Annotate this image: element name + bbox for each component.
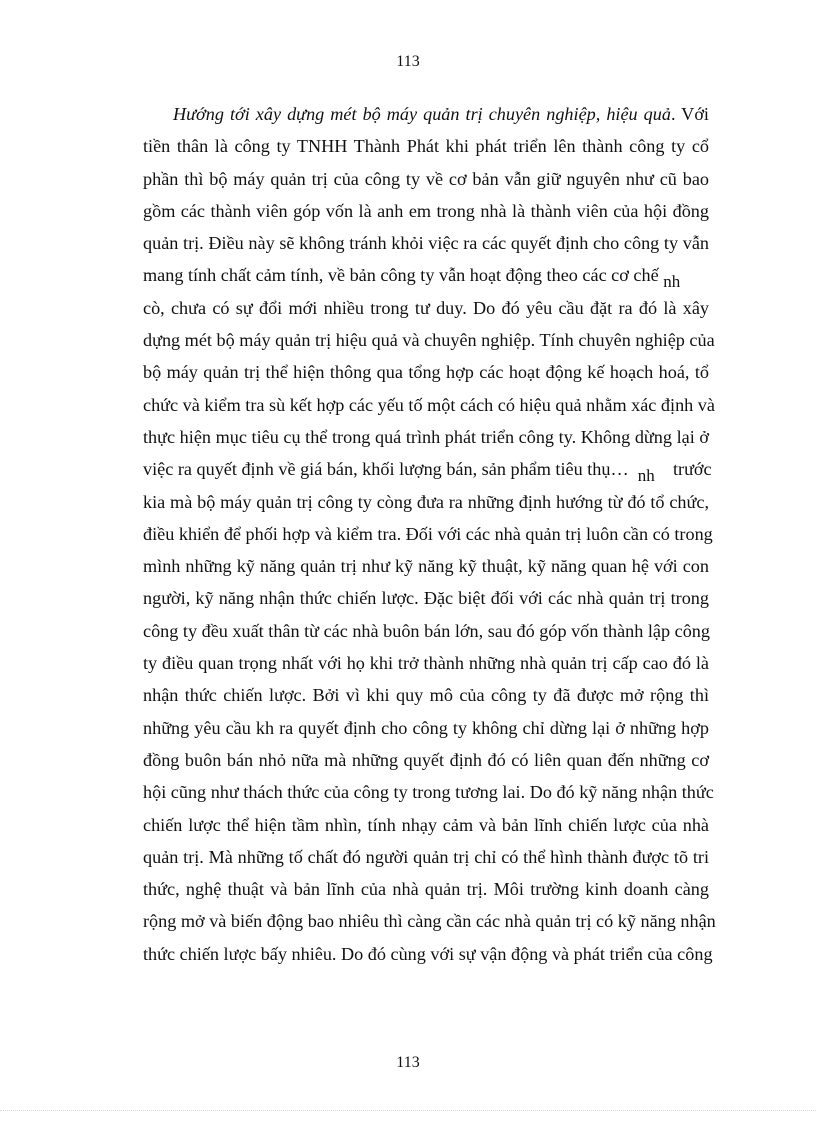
paragraph-line: mình những kỹ năng quản trị như kỹ năng kỹ thuật, kỹ năng quan hệ với con (143, 556, 709, 577)
paragraph-line: gồm các thành viên góp vốn là anh em trong nhà là thành viên của hội đồng (143, 200, 709, 221)
paragraph-line: thức, nghệ thuật và bản lĩnh của nhà quản trị. Môi trường kinh doanh càng (143, 879, 709, 900)
line-text: mang tính chất cảm tính, về bản công ty vẫn hoạt động theo các cơ chế (143, 265, 659, 286)
body-paragraph (143, 98, 716, 970)
paragraph-line: dựng mét bộ máy quản trị hiệu quả và chuyên nghiệp. Tính chuyên nghiệp của (143, 330, 715, 351)
page-number-top: 113 (396, 53, 420, 70)
page-number-bottom: 113 (396, 1054, 420, 1071)
paragraph-line: nhận thức chiến lược. Bởi vì khi quy mô của công ty đã được mở rộng thì (143, 685, 709, 706)
subscript-fragment: nh (637, 466, 655, 486)
paragraph-line: thực hiện mục tiêu cụ thể trong quá trình phát triển công ty. Không dừng lại ở (143, 426, 709, 447)
page-bottom-divider (0, 1110, 816, 1111)
paragraph-line (143, 453, 712, 486)
paragraph-line: đồng buôn bán nhỏ nữa mà những quyết định đó có liên quan đến những cơ (143, 749, 709, 770)
paragraph-line: rộng mở và biến động bao nhiêu thì càng cần các nhà quản trị có kỹ năng nhận (143, 911, 716, 932)
paragraph-line: cò, chưa có sự đổi mới nhiều trong tư duy. Do đó yêu cầu đặt ra đó là xây (143, 297, 709, 318)
paragraph-line: người, kỹ năng nhận thức chiến lược. Đặc biệt đối với các nhà quản trị trong (143, 588, 709, 609)
paragraph-line: những yêu cầu kh ra quyết định cho công ty không chỉ dừng lại ở những hợp (143, 717, 709, 738)
italic-heading-phrase: Hướng tới xây dựng mét bộ máy quản trị chuyên nghiệp, hiệu quả (173, 104, 671, 124)
paragraph-line: hội cũng như thách thức của công ty trong tương lai. Do đó kỹ năng nhận thức (143, 782, 714, 803)
paragraph-line: quản trị. Mà những tố chất đó người quản trị chỉ có thể hình thành được tõ tri (143, 846, 709, 867)
paragraph-line: tiền thân là công ty TNHH Thành Phát khi phát triển lên thành công ty cổ (143, 136, 709, 157)
paragraph-line: điều khiển để phối hợp và kiểm tra. Đối với các nhà quản trị luôn cần có trong (143, 523, 713, 544)
paragraph-line: thức chiến lược bấy nhiêu. Do đó cùng với sự vận động và phát triển của công (143, 943, 713, 964)
line-text: . Với (670, 104, 709, 124)
line-text-after: trước (672, 459, 712, 480)
paragraph-line (143, 98, 709, 130)
subscript-fragment: nh (663, 272, 681, 292)
paragraph-line: chức và kiểm tra sù kết hợp các yếu tố một cách có hiệu quả nhằm xác định và (143, 394, 715, 415)
paragraph-line: quản trị. Điều này sẽ không tránh khỏi việc ra các quyết định cho công ty vẫn (143, 233, 709, 254)
paragraph-line: ty điều quan trọng nhất với họ khi trở thành những nhà quản trị cấp cao đó là (143, 653, 709, 674)
paragraph-line: phần thì bộ máy quản trị của công ty về cơ bản vẫn giữ nguyên như cũ bao (143, 168, 709, 189)
line-text: việc ra quyết định về giá bán, khối lượng bán, sản phẩm tiêu thụ… (143, 459, 629, 480)
paragraph-line: công ty đều xuất thân từ các nhà buôn bán lớn, sau đó góp vốn thành lập công (143, 620, 710, 641)
paragraph-line: bộ máy quản trị thể hiện thông qua tổng hợp các hoạt động kế hoạch hoá, tổ (143, 362, 709, 383)
paragraph-line: kia mà bộ máy quản trị công ty còng đưa ra những định hướng từ đó tổ chức, (143, 491, 709, 512)
paragraph-line (143, 259, 709, 291)
paragraph-line: chiến lược thể hiện tầm nhìn, tính nhạy cảm và bản lĩnh chiến lược của nhà (143, 814, 709, 835)
